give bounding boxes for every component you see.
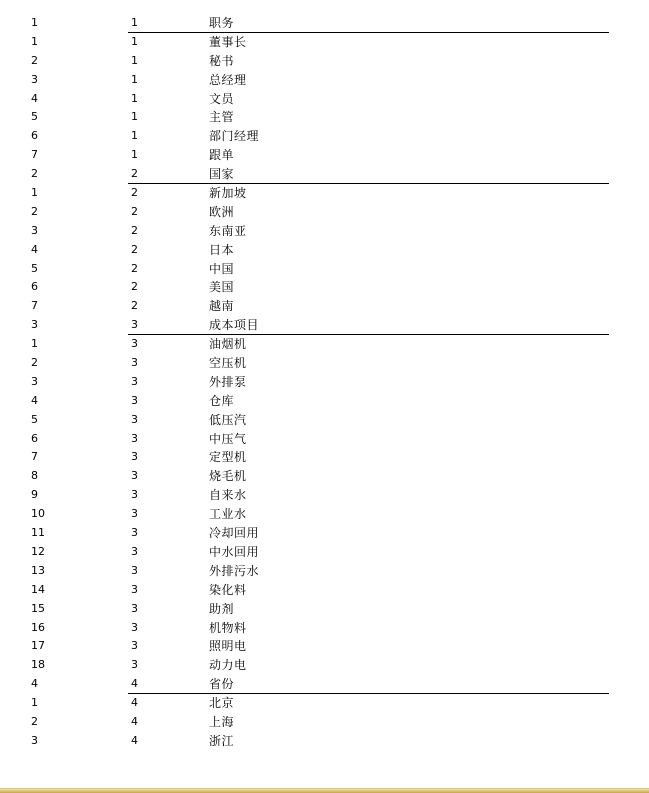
row-name-cell: 日本 [209, 242, 235, 257]
row-group-cell: 1 [131, 148, 138, 162]
row-name-cell: 低压汽 [209, 412, 247, 427]
row-name-cell: 主管 [209, 110, 235, 125]
row-group-cell: 3 [131, 318, 138, 332]
row-name-cell: 工业水 [209, 507, 247, 522]
group-header-row [0, 14, 649, 33]
row-group-cell: 3 [131, 337, 138, 351]
row-id-cell: 2 [31, 204, 38, 218]
row-name-cell: 中水回用 [209, 544, 260, 559]
row-group-cell: 1 [131, 34, 138, 48]
row-group-cell: 1 [131, 16, 138, 29]
table-row [0, 71, 649, 90]
row-group-cell: 4 [131, 714, 138, 728]
row-group-cell: 4 [131, 733, 138, 747]
row-group-cell: 3 [131, 544, 138, 558]
group-header-row [0, 316, 649, 335]
row-name-cell: 成本项目 [209, 318, 260, 333]
row-group-cell: 1 [131, 53, 138, 67]
row-name-cell: 自来水 [209, 488, 247, 503]
row-id-cell: 4 [31, 677, 38, 691]
row-id-cell: 1 [31, 186, 38, 200]
row-name-cell: 欧洲 [209, 204, 235, 219]
row-name-cell: 越南 [209, 299, 235, 314]
row-group-cell: 1 [131, 129, 138, 143]
table-row [0, 694, 649, 713]
row-name-cell: 浙江 [209, 733, 235, 748]
table-row [0, 127, 649, 146]
row-id-cell: 6 [31, 129, 38, 143]
table-row [0, 713, 649, 732]
row-id-cell: 2 [31, 53, 38, 67]
row-id-cell: 2 [31, 167, 38, 181]
row-id-cell: 3 [31, 72, 38, 86]
row-id-cell: 5 [31, 412, 38, 426]
table-row [0, 637, 649, 656]
row-id-cell: 1 [31, 34, 38, 48]
row-name-cell: 定型机 [209, 450, 247, 465]
row-group-cell: 2 [131, 186, 138, 200]
row-name-cell: 中压气 [209, 431, 247, 446]
row-id-cell: 15 [31, 601, 45, 615]
row-id-cell: 5 [31, 110, 38, 124]
row-id-cell: 3 [31, 318, 38, 332]
row-group-cell: 3 [131, 412, 138, 426]
row-name-cell: 职务 [209, 16, 235, 30]
row-group-cell: 1 [131, 91, 138, 105]
row-id-cell: 7 [31, 450, 38, 464]
table-row [0, 222, 649, 241]
row-name-cell: 机物料 [209, 620, 247, 635]
row-id-cell: 8 [31, 469, 38, 483]
row-group-cell: 3 [131, 356, 138, 370]
row-group-cell: 1 [131, 110, 138, 124]
data-table [0, 14, 649, 751]
table-row [0, 600, 649, 619]
row-name-cell: 仓库 [209, 393, 235, 408]
table-row [0, 392, 649, 411]
row-id-cell: 2 [31, 714, 38, 728]
row-group-cell: 2 [131, 280, 138, 294]
row-group-cell: 2 [131, 261, 138, 275]
row-name-cell: 中国 [209, 261, 235, 276]
row-id-cell: 3 [31, 733, 38, 747]
row-name-cell: 油烟机 [209, 337, 247, 352]
group-header-row [0, 165, 649, 184]
table-row [0, 278, 649, 297]
table-row [0, 486, 649, 505]
row-id-cell: 4 [31, 393, 38, 407]
row-group-cell: 3 [131, 601, 138, 615]
table-row [0, 203, 649, 222]
row-group-cell: 3 [131, 450, 138, 464]
row-name-cell: 助剂 [209, 601, 235, 616]
table-row [0, 297, 649, 316]
row-id-cell: 6 [31, 431, 38, 445]
row-group-cell: 2 [131, 167, 138, 181]
row-group-cell: 2 [131, 204, 138, 218]
row-group-cell: 3 [131, 639, 138, 653]
table-row [0, 656, 649, 675]
row-group-cell: 3 [131, 620, 138, 634]
row-id-cell: 14 [31, 582, 45, 596]
row-id-cell: 18 [31, 658, 45, 672]
table-row [0, 52, 649, 71]
table-row [0, 562, 649, 581]
table-row [0, 373, 649, 392]
table-row [0, 581, 649, 600]
row-name-cell: 省份 [209, 677, 235, 692]
row-name-cell: 外排泵 [209, 374, 247, 389]
table-row [0, 184, 649, 203]
table-row [0, 335, 649, 354]
row-name-cell: 文员 [209, 91, 235, 106]
row-name-cell: 照明电 [209, 639, 247, 654]
table-row [0, 354, 649, 373]
row-name-cell: 外排污水 [209, 563, 260, 578]
row-group-cell: 3 [131, 507, 138, 521]
table-row [0, 146, 649, 165]
row-id-cell: 1 [31, 16, 38, 29]
row-id-cell: 7 [31, 148, 38, 162]
row-name-cell: 上海 [209, 714, 235, 729]
table-row [0, 241, 649, 260]
row-id-cell: 3 [31, 223, 38, 237]
row-name-cell: 董事长 [209, 34, 247, 49]
row-id-cell: 6 [31, 280, 38, 294]
table-row [0, 619, 649, 638]
row-group-cell: 3 [131, 563, 138, 577]
row-id-cell: 11 [31, 526, 45, 540]
row-name-cell: 冷却回用 [209, 526, 260, 541]
row-name-cell: 新加坡 [209, 186, 247, 201]
row-name-cell: 秘书 [209, 53, 235, 68]
row-id-cell: 2 [31, 356, 38, 370]
row-name-cell: 总经理 [209, 72, 247, 87]
table-row [0, 448, 649, 467]
row-group-cell: 3 [131, 658, 138, 672]
row-id-cell: 7 [31, 299, 38, 313]
row-id-cell: 10 [31, 507, 45, 521]
row-id-cell: 1 [31, 696, 38, 710]
bottom-border-bar [0, 788, 649, 793]
row-id-cell: 9 [31, 488, 38, 502]
row-id-cell: 3 [31, 374, 38, 388]
row-group-cell: 3 [131, 431, 138, 445]
row-group-cell: 2 [131, 242, 138, 256]
table-row [0, 430, 649, 449]
row-name-cell: 跟单 [209, 148, 235, 163]
row-group-cell: 3 [131, 526, 138, 540]
table-row [0, 543, 649, 562]
table-row [0, 90, 649, 109]
table-row [0, 732, 649, 751]
row-group-cell: 3 [131, 469, 138, 483]
row-name-cell: 空压机 [209, 356, 247, 371]
row-name-cell: 动力电 [209, 658, 247, 673]
table-row [0, 33, 649, 52]
row-name-cell: 国家 [209, 167, 235, 182]
row-name-cell: 烧毛机 [209, 469, 247, 484]
row-group-cell: 3 [131, 582, 138, 596]
table-row [0, 411, 649, 430]
row-id-cell: 1 [31, 337, 38, 351]
row-group-cell: 3 [131, 393, 138, 407]
row-name-cell: 部门经理 [209, 129, 260, 144]
row-id-cell: 13 [31, 563, 45, 577]
group-header-row [0, 675, 649, 694]
row-id-cell: 4 [31, 242, 38, 256]
row-group-cell: 2 [131, 223, 138, 237]
row-group-cell: 2 [131, 299, 138, 313]
row-id-cell: 4 [31, 91, 38, 105]
table-row [0, 467, 649, 486]
table-row [0, 505, 649, 524]
table-row [0, 108, 649, 127]
row-group-cell: 3 [131, 374, 138, 388]
row-id-cell: 16 [31, 620, 45, 634]
row-group-cell: 3 [131, 488, 138, 502]
row-name-cell: 北京 [209, 696, 235, 711]
row-group-cell: 4 [131, 677, 138, 691]
row-group-cell: 4 [131, 696, 138, 710]
row-name-cell: 美国 [209, 280, 235, 295]
row-id-cell: 17 [31, 639, 45, 653]
row-id-cell: 12 [31, 544, 45, 558]
row-id-cell: 5 [31, 261, 38, 275]
row-group-cell: 1 [131, 72, 138, 86]
table-row [0, 524, 649, 543]
row-name-cell: 东南亚 [209, 223, 247, 238]
table-row [0, 260, 649, 279]
row-name-cell: 染化料 [209, 582, 247, 597]
